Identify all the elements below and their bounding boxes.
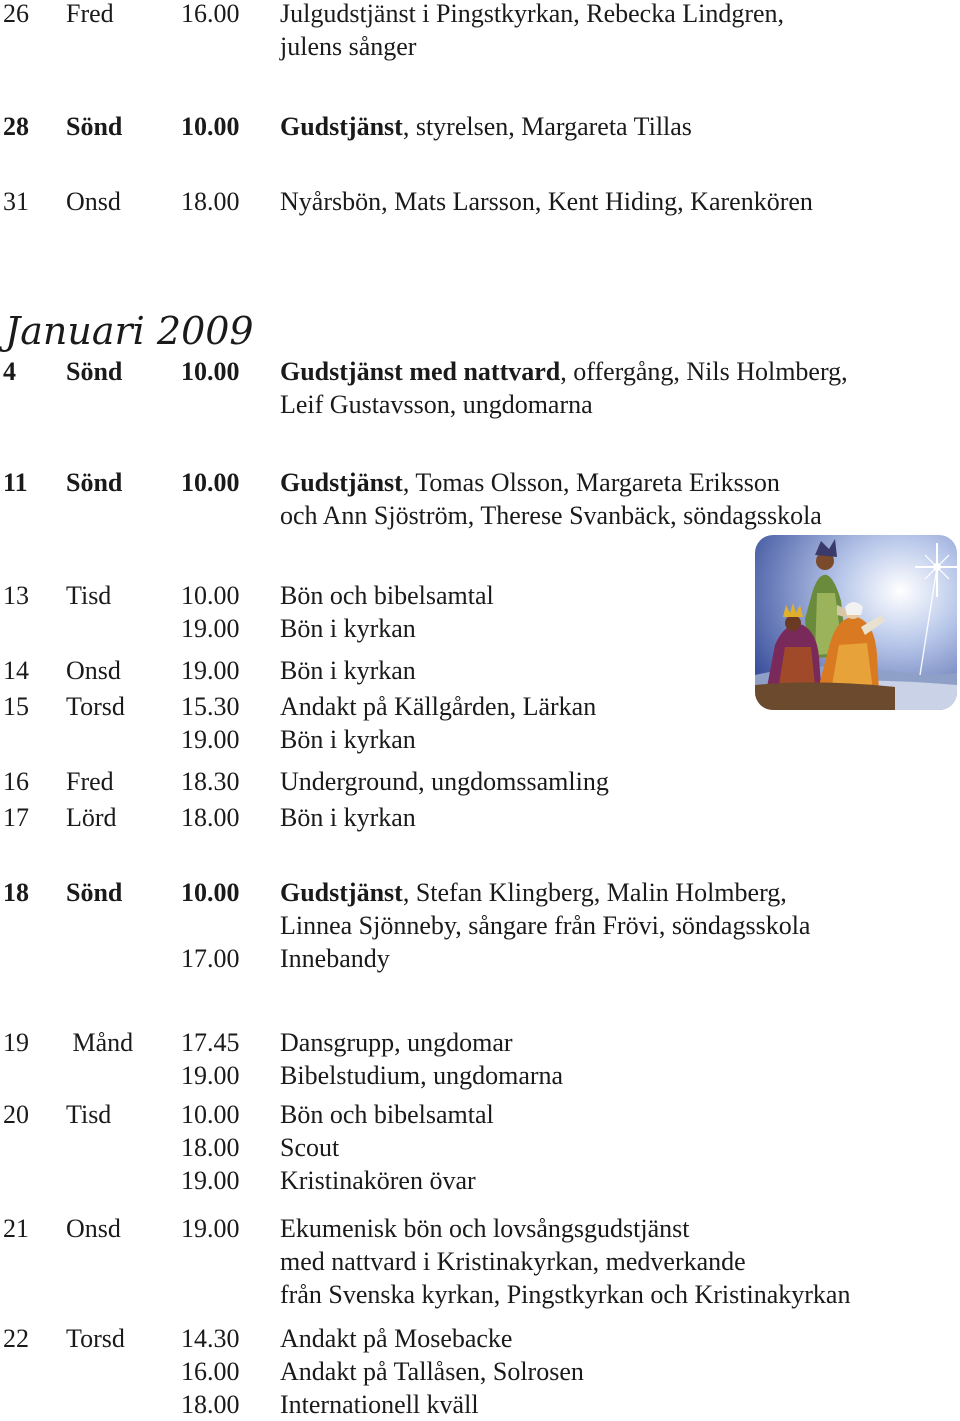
row-details: Bön i kyrkan [280, 803, 416, 832]
row-details: , styrelsen, Margareta Tillas [402, 112, 692, 141]
row-time: 18.00 [181, 1133, 240, 1162]
row-description [280, 1355, 584, 1388]
schedule-row [0, 499, 960, 532]
row-time: 14.30 [181, 1324, 240, 1353]
row-time: 10.00 [181, 878, 240, 907]
row-time: 19.00 [181, 656, 240, 685]
row-description [280, 1278, 850, 1311]
row-description [280, 1322, 512, 1355]
schedule-row [0, 1278, 960, 1311]
row-time: 19.00 [181, 1166, 240, 1195]
row-details: Leif Gustavsson, ungdomarna [280, 390, 593, 419]
row-details: Bibelstudium, ungdomarna [280, 1061, 564, 1090]
row-weekday: Lörd [66, 803, 117, 832]
row-time: 10.00 [181, 112, 240, 141]
row-weekday: Sönd [66, 112, 123, 141]
schedule-row [0, 1322, 960, 1355]
row-details: Nyårsbön, Mats Larsson, Kent Hiding, Karenkören [280, 187, 813, 216]
schedule-row [0, 1212, 960, 1245]
row-time: 17.00 [181, 944, 240, 973]
row-time: 19.00 [181, 1214, 240, 1243]
row-description [280, 579, 494, 612]
row-date: 22 [3, 1324, 29, 1353]
row-description [280, 1098, 494, 1131]
row-weekday: Onsd [66, 656, 121, 685]
row-date: 18 [3, 878, 29, 907]
row-weekday: Sönd [66, 468, 123, 497]
row-time: 19.00 [181, 725, 240, 754]
schedule-row [0, 723, 960, 756]
row-description [280, 30, 416, 63]
row-description [280, 355, 848, 388]
schedule-row [0, 388, 960, 421]
row-time: 10.00 [181, 1100, 240, 1129]
row-date: 11 [3, 468, 28, 497]
schedule-row [0, 801, 960, 834]
row-description [280, 110, 692, 143]
schedule-row [0, 1388, 960, 1421]
schedule-row [0, 1098, 960, 1131]
row-date: 13 [3, 581, 29, 610]
row-description [280, 690, 596, 723]
schedule-row [0, 1245, 960, 1278]
schedule-row [0, 942, 960, 975]
row-details: med nattvard i Kristinakyrkan, medverkande [280, 1247, 746, 1276]
schedule-row [0, 1131, 960, 1164]
schedule-row [0, 466, 960, 499]
row-date: 20 [3, 1100, 29, 1129]
row-date: 31 [3, 187, 29, 216]
row-time: 16.00 [181, 0, 240, 28]
row-details: Ekumenisk bön och lovsångsgudstjänst [280, 1214, 690, 1243]
row-weekday: Fred [66, 0, 114, 28]
row-service-name: Gudstjänst [280, 878, 403, 907]
row-details: julens sånger [280, 32, 417, 61]
row-description [280, 612, 416, 645]
row-service-name: Gudstjänst med nattvard [280, 357, 561, 386]
schedule-row [0, 110, 960, 143]
row-description [280, 1212, 689, 1245]
row-details: Scout [280, 1133, 340, 1162]
row-weekday: Sönd [66, 878, 123, 907]
schedule-row [0, 876, 960, 909]
row-description [280, 765, 609, 798]
row-date: 19 [3, 1028, 29, 1057]
row-description [280, 1026, 513, 1059]
row-details: Underground, ungdomssamling [280, 767, 609, 796]
row-details: Dansgrupp, ungdomar [280, 1028, 513, 1057]
row-time: 19.00 [181, 614, 240, 643]
row-weekday: Onsd [66, 187, 121, 216]
row-details: Julgudstjänst i Pingstkyrkan, Rebecka Lindgren, [280, 0, 785, 28]
row-details: Bön i kyrkan [280, 656, 416, 685]
schedule-row [0, 355, 960, 388]
row-details: Bön i kyrkan [280, 614, 416, 643]
row-details: , offergång, Nils Holmberg, [560, 357, 848, 386]
row-weekday: Tisd [66, 1100, 112, 1129]
row-weekday: Torsd [66, 692, 125, 721]
schedule-row [0, 765, 960, 798]
row-details: Internationell kväll [280, 1390, 479, 1419]
row-time: 17.45 [181, 1028, 240, 1057]
row-description [280, 466, 780, 499]
row-date: 26 [3, 0, 29, 28]
row-date: 15 [3, 692, 29, 721]
row-date: 21 [3, 1214, 29, 1243]
row-description [280, 876, 787, 909]
month-heading: Januari 2009 [5, 309, 254, 353]
row-details: Innebandy [280, 944, 390, 973]
row-details: Andakt på Mosebacke [280, 1324, 513, 1353]
row-time: 18.00 [181, 803, 240, 832]
row-details: Bön och bibelsamtal [280, 581, 494, 610]
schedule-row [0, 1355, 960, 1388]
row-details: , Tomas Olsson, Margareta Eriksson [402, 468, 780, 497]
schedule-row [0, 1059, 960, 1092]
row-description [280, 388, 593, 421]
row-time: 15.30 [181, 692, 240, 721]
row-details: Andakt på Källgården, Lärkan [280, 692, 597, 721]
schedule-row [0, 0, 960, 30]
schedule-row [0, 185, 960, 218]
row-weekday: Tisd [66, 581, 112, 610]
row-date: 4 [3, 357, 16, 386]
row-details: , Stefan Klingberg, Malin Holmberg, [402, 878, 787, 907]
schedule-row [0, 1164, 960, 1197]
row-time: 10.00 [181, 357, 240, 386]
row-details: Linnea Sjönneby, sångare från Frövi, söndagsskola [280, 911, 811, 940]
row-description [280, 909, 810, 942]
schedule-row [0, 30, 960, 63]
row-time: 18.00 [181, 1390, 240, 1419]
schedule-row [0, 1026, 960, 1059]
row-time: 18.30 [181, 767, 240, 796]
row-description [280, 1131, 339, 1164]
row-service-name: Gudstjänst [280, 112, 403, 141]
schedule-row [0, 909, 960, 942]
row-details: Bön i kyrkan [280, 725, 416, 754]
row-date: 14 [3, 656, 29, 685]
row-details: Andakt på Tallåsen, Solrosen [280, 1357, 584, 1386]
row-weekday: Fred [66, 767, 114, 796]
row-description [280, 1245, 746, 1278]
row-description [280, 499, 822, 532]
row-weekday: Månd [66, 1028, 134, 1057]
row-date: 28 [3, 112, 29, 141]
row-time: 16.00 [181, 1357, 240, 1386]
row-service-name: Gudstjänst [280, 468, 403, 497]
row-date: 17 [3, 803, 29, 832]
row-details: från Svenska kyrkan, Pingstkyrkan och Kristinakyrkan [280, 1280, 851, 1309]
row-description [280, 1388, 479, 1421]
row-description [280, 0, 784, 30]
row-details: Bön och bibelsamtal [280, 1100, 494, 1129]
row-description [280, 185, 813, 218]
row-weekday: Onsd [66, 1214, 121, 1243]
row-weekday: Sönd [66, 357, 123, 386]
row-details: Kristinakören övar [280, 1166, 476, 1195]
row-description [280, 1059, 563, 1092]
row-time: 19.00 [181, 1061, 240, 1090]
row-details: och Ann Sjöström, Therese Svanbäck, söndagsskola [280, 501, 822, 530]
row-date: 16 [3, 767, 29, 796]
wise-men-illustration [755, 535, 957, 710]
row-time: 10.00 [181, 468, 240, 497]
row-description [280, 801, 416, 834]
row-weekday: Torsd [66, 1324, 125, 1353]
row-description [280, 1164, 476, 1197]
row-description [280, 654, 416, 687]
row-description [280, 723, 416, 756]
row-time: 18.00 [181, 187, 240, 216]
row-time: 10.00 [181, 581, 240, 610]
row-description [280, 942, 390, 975]
